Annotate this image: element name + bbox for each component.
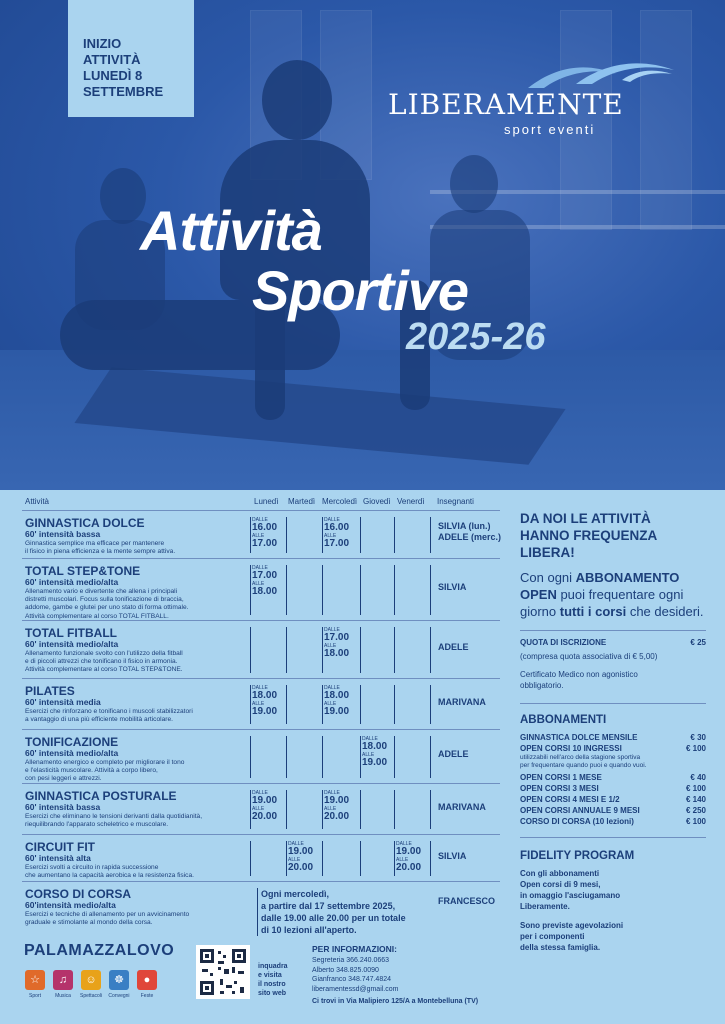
- activity-name: TOTAL STEP&TONE: [25, 564, 141, 578]
- table-row: [22, 678, 500, 729]
- day-separator: [286, 517, 287, 553]
- day-separator: [322, 565, 323, 615]
- price-label: CORSO DI CORSA (10 lezioni): [520, 817, 634, 826]
- activity-description: Ginnastica semplice ma efficace per mantenere il fisico in piena efficienza e la mente sempre attiva.: [25, 540, 176, 556]
- slot-to-time: 20.00: [288, 862, 314, 873]
- day-separator: [360, 841, 361, 876]
- day-separator: [286, 627, 287, 673]
- teacher: [438, 749, 469, 760]
- price-value: € 100: [685, 744, 706, 753]
- badge-line: SETTEMBRE: [83, 84, 164, 99]
- quota-row: [520, 637, 706, 648]
- activity-name: PILATES: [25, 684, 75, 698]
- divider: [520, 630, 706, 631]
- slot-from-label: DALLE: [362, 736, 378, 742]
- slot-from-time: 19.00: [324, 795, 350, 806]
- time-slot: [250, 517, 284, 549]
- palamazzalovo-logo: PALAMAZZALOVO: [24, 942, 175, 959]
- day-separator: [394, 565, 395, 615]
- table-row: [22, 510, 500, 558]
- activity-description: Esercizi svolti a circuito in rapida successione che aumentano la capacità aerobica e la resistenza fisica.: [25, 864, 194, 880]
- teacher-name: SILVIA: [438, 851, 467, 861]
- start-date-badge: [68, 0, 194, 117]
- header-day: Martedì: [288, 497, 316, 506]
- price-value: € 140: [685, 795, 706, 804]
- background-athlete-right: [450, 155, 498, 213]
- slot-from-label: DALLE: [252, 565, 268, 571]
- price-label: OPEN CORSI 10 INGRESSI: [520, 744, 622, 753]
- slot-from-label: DALLE: [288, 841, 304, 847]
- slot-from-time: 16.00: [252, 522, 278, 533]
- slot-to-time: 18.00: [252, 586, 278, 597]
- day-separator: [250, 736, 251, 778]
- divider: [520, 837, 706, 838]
- open-intro-bold: tutti i corsi: [559, 604, 627, 619]
- price-value: € 100: [685, 784, 706, 793]
- slot-from-time: 19.00: [288, 846, 314, 857]
- activity-name: CORSO DI CORSA: [25, 887, 132, 901]
- slot-to-time: 20.00: [324, 811, 350, 822]
- time-slot: [322, 790, 356, 822]
- table-row: [22, 783, 500, 834]
- table-row: [22, 729, 500, 783]
- header-day: Giovedì: [363, 497, 391, 506]
- activity-intensity: 60' intensità bassa: [25, 802, 101, 812]
- contact-line: Segreteria 366.240.0663: [312, 957, 390, 964]
- teacher-name: SILVIA (lun.): [438, 521, 491, 531]
- badge-line: ATTIVITÀ: [83, 52, 141, 67]
- liberamente-logo: [386, 58, 676, 148]
- day-separator: [394, 736, 395, 778]
- slot-from-label: DALLE: [396, 841, 412, 847]
- slot-to-time: 17.00: [252, 538, 278, 549]
- activity-description: Esercizi e tecniche di allenamento per un avvicinamento graduale e stimolante al mondo della corsa.: [25, 911, 190, 927]
- activity-description: Allenamento vario e divertente che allena i principali distretti muscolari. Focus sulla tonificazione di braccia, addome, gambe e glutei per uno stato di forma ottimale. Attività complementare al corso TOTAL FITBALL.: [25, 588, 189, 620]
- header-day: Venerdì: [397, 497, 425, 506]
- teacher-name: FRANCESCO: [438, 896, 496, 906]
- price-row: [520, 743, 706, 754]
- teacher-name: ADELE: [438, 642, 469, 652]
- activity-description: Allenamento funzionale svolto con l'utilizzo della fitball e di piccoli attrezzi che tonificano il fisico in armonia. Attività complementare al corso TOTAL STEP&TONE.: [25, 650, 183, 674]
- day-separator: [394, 627, 395, 673]
- time-slot: [286, 841, 320, 873]
- venue-icon-label: Convegni: [108, 993, 130, 999]
- footer: [0, 940, 725, 1024]
- athlete-head: [262, 60, 332, 140]
- price-row: [520, 816, 706, 827]
- open-intro: [520, 569, 706, 620]
- price-row: [520, 783, 706, 794]
- teacher-name: SILVIA: [438, 582, 467, 592]
- badge-line: INIZIO: [83, 36, 122, 51]
- contact-email[interactable]: liberamentessd@gmail.com: [312, 985, 399, 993]
- header-day: Lunedì: [254, 497, 279, 506]
- theatre-masks-icon: ☺: [81, 970, 101, 990]
- day-separator: [430, 790, 431, 829]
- quota-label: QUOTA DI ISCRIZIONE: [520, 638, 607, 647]
- info-title: PER INFORMAZIONI:: [312, 944, 397, 954]
- price-label: OPEN CORSI 1 MESE: [520, 773, 602, 782]
- activity-description: Allenamento energico e completo per migliorare il tono e l'elasticità muscolare. Attività a corpo libero, con pesi leggeri e attrezzi.: [25, 759, 185, 783]
- slot-from-time: 19.00: [252, 795, 278, 806]
- day-separator: [286, 790, 287, 829]
- day-separator: [430, 517, 431, 553]
- price-label: OPEN CORSI 3 MESI: [520, 784, 599, 793]
- activity-description: Esercizi che rinforzano e tonificano i muscoli stabilizzatori a vantaggio di una più efficiente mobilità articolare.: [25, 708, 193, 724]
- day-separator: [360, 790, 361, 829]
- slot-from-label: DALLE: [324, 685, 340, 691]
- contact-line: Alberto 348.825.0090: [312, 966, 379, 974]
- slot-to-label: ALLE: [362, 752, 375, 758]
- address: Ci trovi in Via Malipiero 125/A a Montebelluna (TV): [312, 998, 479, 1005]
- activity-intensity: 60' intensità medio/alta: [25, 748, 119, 758]
- activity-name: GINNASTICA POSTURALE: [25, 789, 177, 803]
- day-separator: [360, 517, 361, 553]
- slot-from-time: 17.00: [252, 570, 278, 581]
- price-value: € 250: [685, 806, 706, 815]
- price-row: [520, 772, 706, 783]
- slot-from-time: 19.00: [396, 846, 422, 857]
- teacher: [438, 896, 495, 907]
- time-slot: [322, 685, 356, 717]
- hero-banner: [0, 0, 725, 490]
- header-activity: Attività: [25, 497, 50, 506]
- divider: [520, 703, 706, 704]
- open-intro-text: Con ogni: [520, 570, 576, 585]
- teacher-name: ADELE (merc.): [438, 532, 502, 542]
- activity-intensity: 60' intensità alta: [25, 853, 91, 863]
- price-row: [520, 805, 706, 816]
- activity-name: CIRCUIT FIT: [25, 840, 95, 854]
- time-slot: [322, 517, 356, 549]
- time-slot: [322, 627, 356, 659]
- activity-intensity: 60' intensità medio/alta: [25, 639, 119, 649]
- header-teachers: Insegnanti: [437, 497, 474, 506]
- day-separator: [430, 736, 431, 778]
- day-separator: [394, 790, 395, 829]
- time-slot: [394, 841, 428, 873]
- schedule-note: Ogni mercoledì, a partire dal 17 settembre 2025, dalle 19.00 alle 20.00 per un totale di 10 lezioni all'aperto.: [257, 888, 406, 936]
- activity-intensity: 60' intensità media: [25, 697, 101, 707]
- day-separator: [286, 565, 287, 615]
- header-day: Mercoledì: [322, 497, 358, 506]
- teacher: [438, 521, 501, 543]
- contact-line: Gianfranco 348.747.4824: [312, 976, 392, 983]
- slot-to-label: ALLE: [324, 533, 337, 539]
- slot-to-time: 18.00: [324, 648, 350, 659]
- free-frequency-headline: DA NOI LE ATTIVITÀ HANNO FREQUENZA LIBERA!: [520, 511, 657, 560]
- slot-from-time: 18.00: [324, 690, 350, 701]
- slot-to-label: ALLE: [252, 581, 265, 587]
- music-note-icon: ♫: [53, 970, 73, 990]
- day-separator: [360, 565, 361, 615]
- day-separator: [360, 627, 361, 673]
- logo-brand: LIBERAMENTE: [388, 88, 624, 121]
- venue-icon-label: Sport: [29, 993, 41, 999]
- price-value: € 30: [690, 733, 706, 742]
- title-year: 2025-26: [406, 316, 546, 358]
- day-separator: [394, 517, 395, 553]
- venue-icon-label: Spettacoli: [80, 993, 102, 999]
- slot-from-time: 17.00: [324, 632, 350, 643]
- slot-from-label: DALLE: [324, 517, 340, 523]
- teacher: [438, 851, 466, 862]
- price-value: € 40: [690, 773, 706, 782]
- contact-list: [312, 956, 398, 994]
- slot-to-time: 20.00: [396, 862, 422, 873]
- slot-to-label: ALLE: [252, 701, 265, 707]
- activity-name: TONIFICAZIONE: [25, 735, 119, 749]
- quota-note: (compresa quota associativa di € 5,00): [520, 652, 658, 661]
- price-note: utilizzabili nell'arco della stagione sportiva per frequentare quando puoi e quando vuoi.: [520, 754, 647, 769]
- time-slot: [360, 736, 394, 768]
- time-slot: [250, 790, 284, 822]
- slot-to-time: 19.00: [252, 706, 278, 717]
- badge-line: LUNEDÌ 8: [83, 68, 143, 83]
- activity-intensity: 60' intensità medio/alta: [25, 577, 119, 587]
- time-slot: [250, 565, 284, 597]
- qr-code-icon[interactable]: [196, 945, 250, 999]
- teacher-name: MARIVANA: [438, 697, 486, 707]
- table-row: [22, 881, 500, 935]
- info-column: [520, 510, 706, 953]
- qr-caption: inquadra e visita il nostro sito web: [258, 963, 288, 997]
- price-row: [520, 732, 706, 743]
- price-value: € 100: [685, 817, 706, 826]
- slot-to-label: ALLE: [324, 806, 337, 812]
- day-separator: [430, 565, 431, 615]
- slot-to-time: 17.00: [324, 538, 350, 549]
- runner-icon: ☆: [25, 970, 45, 990]
- day-separator: [286, 736, 287, 778]
- open-intro-bold: ABBONAMENTO OPEN: [520, 570, 680, 602]
- teacher-name: ADELE: [438, 749, 469, 759]
- slot-to-time: 19.00: [324, 706, 350, 717]
- microphone-icon: ☸: [109, 970, 129, 990]
- fidelity-text: Con gli abbonamenti Open corsi di 9 mesi, in omaggio l'asciugamano Liberamente.: [520, 869, 621, 911]
- logo-subtitle: sport eventi: [504, 122, 596, 137]
- teacher: [438, 802, 486, 813]
- slot-to-label: ALLE: [252, 533, 265, 539]
- medical-note: Certificato Medico non agonistico obbligatorio.: [520, 670, 638, 690]
- day-separator: [430, 841, 431, 876]
- teacher: [438, 642, 469, 653]
- activity-intensity: 60'intensità medio/alta: [25, 900, 116, 910]
- slot-to-time: 19.00: [362, 757, 388, 768]
- day-separator: [250, 627, 251, 673]
- balloon-icon: ●: [137, 970, 157, 990]
- title-line2: Sportive: [252, 259, 469, 322]
- table-row: [22, 620, 500, 678]
- slot-from-time: 18.00: [252, 690, 278, 701]
- open-intro-text: puoi frequentare ogni giorno: [520, 587, 684, 619]
- activity-description: Esercizi che eliminano le tensioni derivanti dalla quotidianità, riequilibrando l'apparato scheletrico e muscolare.: [25, 813, 203, 829]
- day-separator: [394, 685, 395, 724]
- slot-from-label: DALLE: [252, 685, 268, 691]
- slot-from-label: DALLE: [324, 627, 340, 633]
- family-text: Sono previste agevolazioni per i componenti della stessa famiglia.: [520, 921, 624, 952]
- slot-from-label: DALLE: [324, 790, 340, 796]
- day-separator: [430, 627, 431, 673]
- slot-to-label: ALLE: [324, 643, 337, 649]
- slot-from-label: DALLE: [252, 517, 268, 523]
- day-separator: [322, 736, 323, 778]
- day-separator: [286, 685, 287, 724]
- table-row: [22, 558, 500, 620]
- slot-to-label: ALLE: [324, 701, 337, 707]
- teacher: [438, 697, 486, 708]
- day-separator: [322, 841, 323, 876]
- time-slot: [250, 685, 284, 717]
- quota-value: € 25: [690, 638, 706, 647]
- table-row: [22, 834, 500, 881]
- day-separator: [360, 685, 361, 724]
- price-label: OPEN CORSI 4 MESI E 1/2: [520, 795, 620, 804]
- price-label: OPEN CORSI ANNUALE 9 MESI: [520, 806, 640, 815]
- price-label: GINNASTICA DOLCE MENSILE: [520, 733, 638, 742]
- fidelity-title: FIDELITY PROGRAM: [520, 850, 635, 862]
- slot-to-label: ALLE: [288, 857, 301, 863]
- slot-to-time: 20.00: [252, 811, 278, 822]
- venue-icon-label: Feste: [140, 993, 154, 999]
- open-intro-text: che desideri.: [626, 604, 704, 619]
- slot-from-time: 16.00: [324, 522, 350, 533]
- day-separator: [250, 841, 251, 876]
- price-list: [520, 732, 706, 827]
- venue-icon-label: Musica: [55, 993, 71, 999]
- slot-from-time: 18.00: [362, 741, 388, 752]
- slot-to-label: ALLE: [252, 806, 265, 812]
- price-row: [520, 794, 706, 805]
- activity-intensity: 60' intensità bassa: [25, 529, 101, 539]
- activity-name: GINNASTICA DOLCE: [25, 516, 145, 530]
- day-separator: [430, 685, 431, 724]
- teacher-name: MARIVANA: [438, 802, 486, 812]
- teacher: [438, 582, 466, 593]
- abbonamenti-title: ABBONAMENTI: [520, 714, 607, 726]
- slot-to-label: ALLE: [396, 857, 409, 863]
- slot-from-label: DALLE: [252, 790, 268, 796]
- title-line1: Attività: [140, 199, 322, 262]
- activity-name: TOTAL FITBALL: [25, 626, 117, 640]
